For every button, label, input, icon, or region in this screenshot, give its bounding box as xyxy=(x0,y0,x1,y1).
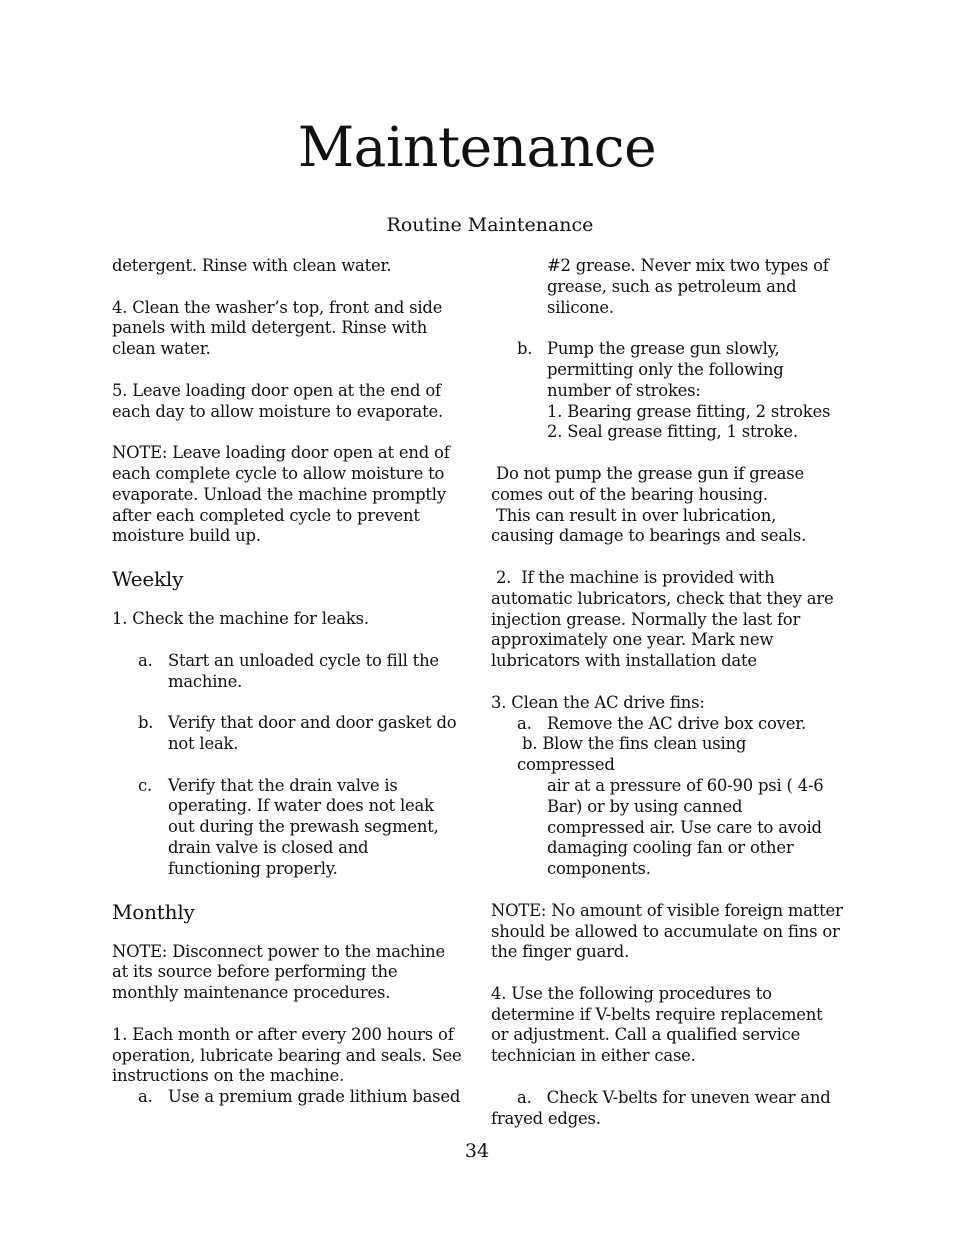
paragraph: 4. Clean the washer’s top, front and side panels with mild detergent. Rinse with clean water. xyxy=(112,297,443,359)
page-title: Maintenance xyxy=(297,115,657,179)
warning-text: Do not pump the grease gun if grease comes out of the bearing housing. xyxy=(491,463,809,504)
list-marker: a. xyxy=(138,650,153,670)
list-item: 2. If the machine is provided with automatic lubricators, check that they are injection grease. Normally the last for approximately one year. Mark new lubricators with installation date xyxy=(491,567,839,671)
list-item: 3. Clean the AC drive fins: xyxy=(491,692,705,712)
warning-paragraph xyxy=(491,464,843,547)
list-item-text: Verify that door and door gasket do not leak. xyxy=(168,713,457,753)
list-item: a. Check V-belts for uneven wear and xyxy=(517,1087,831,1107)
list-item: 1. Bearing grease fitting, 2 strokes xyxy=(547,401,831,421)
list-item: 1. Each month or after every 200 hours of operation, lubricate bearing and seals. See instructions on the machine. xyxy=(112,1024,462,1086)
left-column xyxy=(112,256,464,1108)
note-paragraph: NOTE: Leave loading door open at end of each complete cycle to allow moisture to evaporate. Unload the machine promptly after each completed cycle to prevent moisture build up. xyxy=(112,443,450,546)
list-marker: a. xyxy=(138,1087,153,1107)
list-item: b. Blow the fins clean using compressed xyxy=(517,734,752,775)
weekly-heading: Weekly xyxy=(112,567,184,592)
list-item: 2. Seal grease fitting, 1 stroke. xyxy=(547,422,798,442)
list-marker: c. xyxy=(138,775,152,795)
note-paragraph: NOTE: No amount of visible foreign matter should be allowed to accumulate on fins or the finger guard. xyxy=(491,900,843,962)
list-item-text: Verify that the drain valve is operating. If water does not leak out during the prewash segment, drain valve is closed and functioning properly. xyxy=(168,775,439,878)
list-item-text: Remove the AC drive box cover. xyxy=(547,713,807,733)
list-item: 1. Check the machine for leaks. xyxy=(112,609,369,629)
list-item xyxy=(491,339,843,401)
right-column xyxy=(491,256,843,1129)
list-item-text: Start an unloaded cycle to fill the machine. xyxy=(168,650,439,691)
list-item-text: frayed edges. xyxy=(491,1108,601,1128)
warning-text: This can result in over lubrication, causing damage to bearings and seals. xyxy=(491,505,807,546)
paragraph: #2 grease. Never mix two types of grease, such as petroleum and silicone. xyxy=(547,256,829,317)
list-item: 4. Use the following procedures to determine if V-belts require replacement or adjustment. Call a qualified service technician in either case. xyxy=(491,983,823,1066)
list-marker: a. xyxy=(517,713,532,733)
list-item xyxy=(491,714,843,735)
list-item xyxy=(112,713,464,755)
section-subtitle: Routine Maintenance xyxy=(386,214,594,236)
list-marker: b. xyxy=(138,713,154,733)
list-item xyxy=(112,776,464,880)
page-number: 34 xyxy=(464,1140,490,1162)
list-marker: b. xyxy=(517,339,533,359)
list-item xyxy=(112,651,464,693)
paragraph: 5. Leave loading door open at the end of each day to allow moisture to evaporate. xyxy=(112,380,443,421)
list-item-text: air at a pressure of 60-90 psi ( 4-6 Bar) or by using canned compressed air. Use care to avoid damaging cooling fan or other components. xyxy=(547,775,824,879)
list-item-text: Pump the grease gun slowly, permitting only the following number of strokes: xyxy=(547,339,784,400)
note-paragraph: NOTE: Disconnect power to the machine at its source before performing the monthly maintenance procedures. xyxy=(112,941,446,1003)
list-item-text: Use a premium grade lithium based xyxy=(168,1087,461,1107)
paragraph: detergent. Rinse with clean water. xyxy=(112,256,392,275)
monthly-heading: Monthly xyxy=(112,899,195,924)
list-item xyxy=(112,1087,464,1108)
